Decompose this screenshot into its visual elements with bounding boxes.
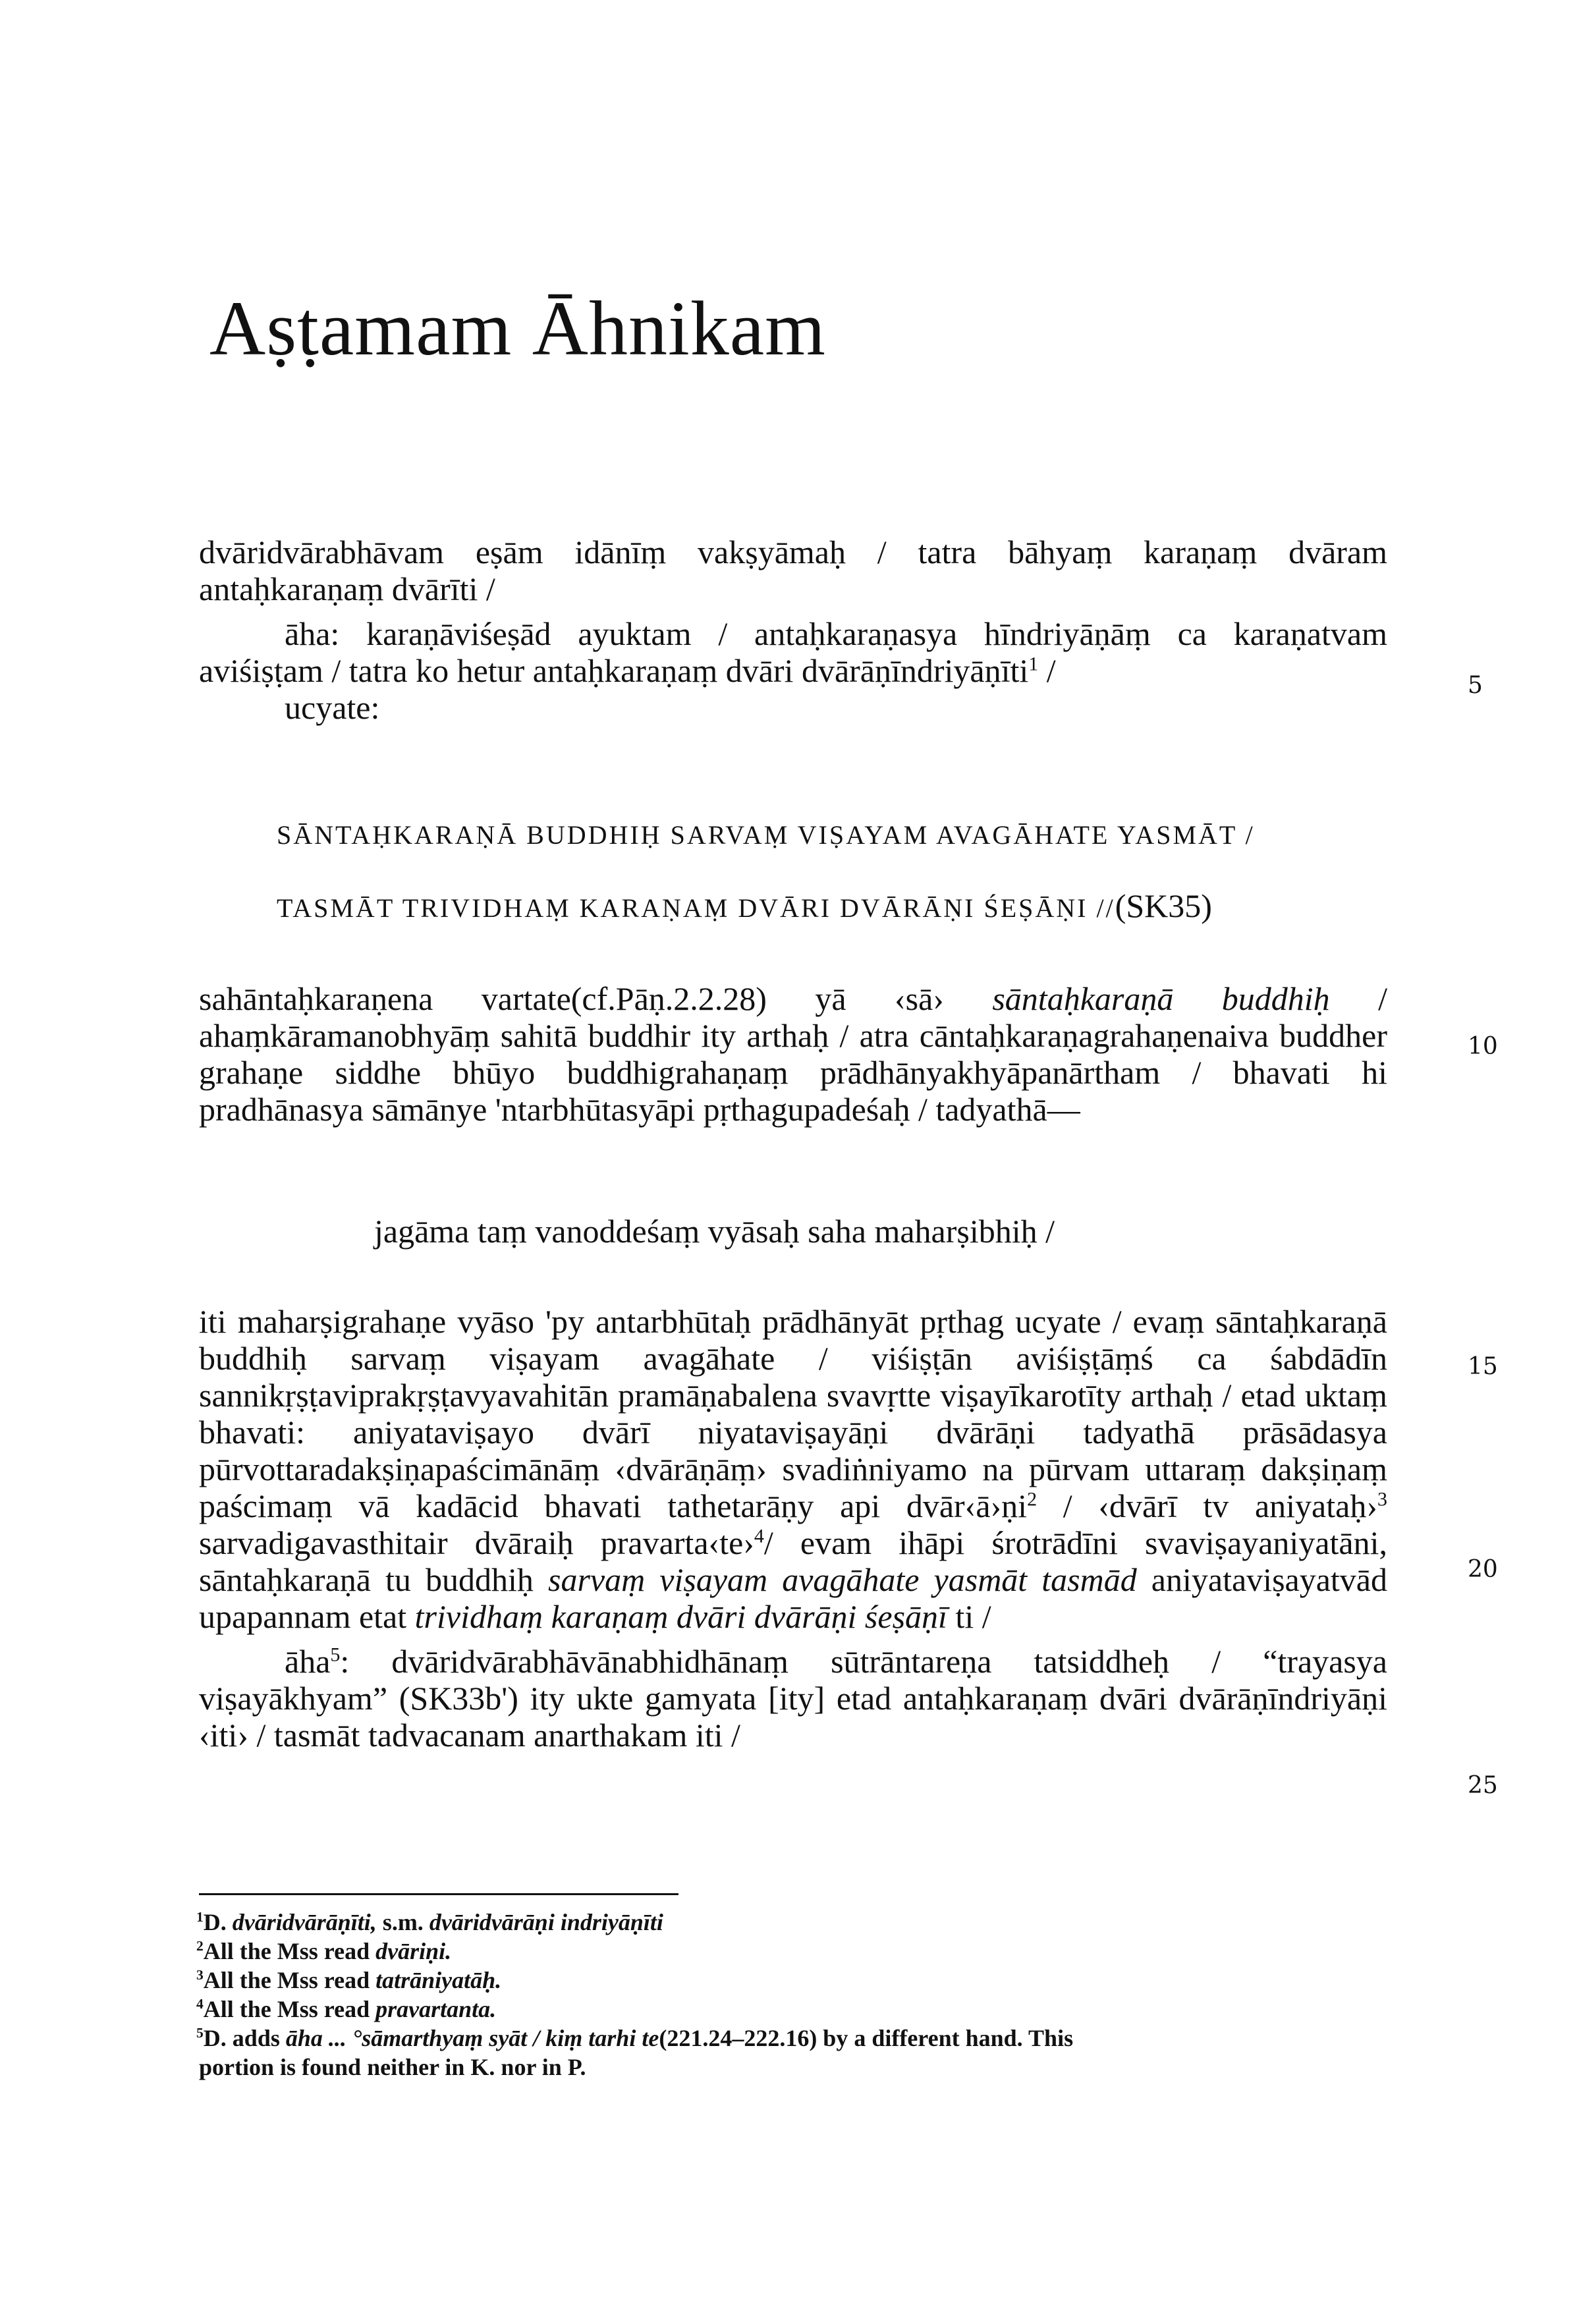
verse-line-2: TASMĀT TRIVIDHAṂ KARAṆAṂ DVĀRI DVĀRĀṆI ŚEṢĀṆI //(SK35) — [277, 887, 1212, 924]
footnote-ref-1: 1 — [1028, 653, 1039, 675]
paragraph-1: dvāridvārabhāvam eṣām idānīṃ vakṣyāmaḥ / tatra bāhyaṃ karaṇaṃ dvāram antaḥkaraṇaṃ dvārīti / — [199, 534, 1387, 607]
verse-reference: (SK35) — [1115, 887, 1212, 924]
opening-block — [199, 534, 1387, 726]
commentary-block-1 — [199, 980, 1387, 1128]
footnote-5-continued: portion is found neither in K. nor in P. — [199, 2054, 586, 2080]
footnotes — [196, 1908, 1382, 2082]
paragraph-6: āha$^5$: dvāridvārabhāvānabhidhānaṃ sūtrāntareṇa tatsiddheḥ / “trayasya viṣayākhyam” (SK33b') ity ukte gamyata [ity] etad antaḥkaraṇaṃ dvāri dvārāṇīndriyāṇi ‹iti› / tasmāt tadvacanam anarthakam iti / — [199, 1643, 1387, 1754]
line-number: 25 — [1468, 1772, 1498, 1799]
line-number: 5 — [1468, 672, 1483, 699]
footnote-ref-2: 2 — [1027, 1488, 1038, 1510]
footnote-ref-4: 4 — [754, 1525, 764, 1547]
footnote-3: $^3$All the Mss read tatrāniyatāḥ. — [196, 1967, 502, 1993]
footnote-5: $^5$D. adds āha ... °sāmarthyaṃ syāt / kiṃ tarhi te(221.24–222.16) by a different hand. This — [196, 2025, 1074, 2051]
paragraph-4: sahāntaḥkaraṇena vartate(cf.Pāṇ.2.2.28) yā ‹sā› sāntaḥkaraṇā buddhiḥ / ahaṃkāramanobhyāṃ sahitā buddhir ity arthaḥ / atra cāntaḥkaraṇagrahaṇenaiva buddher grahaṇe siddhe bhūyo buddhigrahaṇaṃ prādhānyakhyāpanārtham / bhavati hi pradhānasya sāmānye 'ntarbhūtasyāpi pṛthagupadeśaḥ / tadyathā— — [199, 980, 1387, 1128]
chapter-title: Aṣṭamam Āhnikam — [209, 285, 826, 372]
footnote-ref-5: 5 — [330, 1644, 341, 1666]
paragraph-3: ucyate: — [285, 689, 380, 726]
footnote-4: $^4$All the Mss read pravartanta. — [196, 1996, 497, 2022]
commentary-block-2 — [199, 1303, 1387, 1754]
quotation: jagāma taṃ vanoddeśaṃ vyāsaḥ saha maharṣibhiḥ / — [374, 1213, 1055, 1250]
line-number: 20 — [1468, 1556, 1498, 1583]
line-number: 15 — [1468, 1353, 1498, 1380]
line-number: 10 — [1468, 1033, 1498, 1060]
footnote-ref-3: 3 — [1377, 1488, 1387, 1510]
paragraph-5: iti maharṣigrahaṇe vyāso 'py antarbhūtaḥ prādhānyāt pṛthag ucyate / evaṃ sāntaḥkaraṇā buddhiḥ sarvaṃ viṣayam avagāhate / viśiṣṭān aviśiṣṭāṃś ca śabdādīn sannikṛṣṭaviprakṛṣṭavyavahitān pramāṇabalena svavṛtte viṣayīkarotīty arthaḥ / etad uktaṃ bhavati: aniyataviṣayo dvārī niyataviṣayāṇi dvārāṇi tadyathā prāsādasya pūrvottaradakṣiṇapaścimānāṃ ‹dvārāṇāṃ› svadiṅniyamo na pūrvam uttaraṃ dakṣiṇaṃ paścimaṃ vā kadācid bhavati tathetarāṇy api dvār‹ā›ṇi$^2$ / ‹dvārī tv aniyataḥ›$^3$ sarvadigavasthitair dvāraiḥ pravarta‹te›$^4$/ evam ihāpi śrotrādīni svaviṣayaniyatāni, sāntaḥkaraṇā tu buddhiḥ sarvaṃ viṣayam avagāhate yasmāt tasmād aniyataviṣayatvād upapannam etat trividhaṃ karaṇaṃ dvāri dvārāṇi śeṣāṇī ti / — [199, 1303, 1387, 1635]
verse-line-1: SĀNTAḤKARAṆĀ BUDDHIḤ SARVAṂ VIṢAYAM AVAGĀHATE YASMĀT / — [277, 820, 1255, 850]
footnote-2: $^2$All the Mss read dvāriṇi. — [196, 1938, 452, 1964]
footnote-divider — [199, 1893, 678, 1895]
footnote-1: $^1$D. dvāridvārāṇīti, s.m. dvāridvārāṇi indriyāṇīti — [196, 1909, 663, 1935]
paragraph-2: āha: karaṇāviśeṣād ayuktam / antaḥkaraṇasya hīndriyāṇāṃ ca karaṇatvam aviśiṣṭam / tatra ko hetur antaḥkaraṇaṃ dvāri dvārāṇīndriyāṇīti$^1$ / — [199, 615, 1387, 689]
